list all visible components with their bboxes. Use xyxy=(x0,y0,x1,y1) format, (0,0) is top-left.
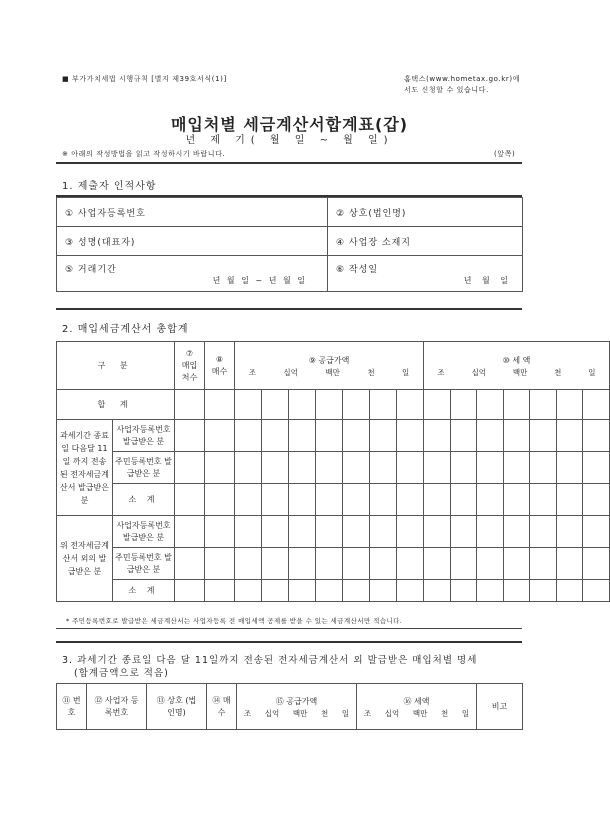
amount-input-cell[interactable] xyxy=(289,452,316,484)
amount-input-cell[interactable] xyxy=(175,516,205,548)
amount-input-cell[interactable] xyxy=(316,516,343,548)
amount-input-cell[interactable] xyxy=(450,484,477,516)
amount-input-cell[interactable] xyxy=(343,390,370,420)
amount-input-cell[interactable] xyxy=(424,484,451,516)
subtotal-label: 소 계 xyxy=(113,580,175,602)
amount-input-cell[interactable] xyxy=(235,390,262,420)
amount-input-cell[interactable] xyxy=(205,516,235,548)
section3-heading: 3. 과세기간 종료일 다음 달 11일까지 전송된 전자세금계산서 외 발급받은 매입처별 명세 xyxy=(62,655,478,666)
amount-input-cell[interactable] xyxy=(556,516,583,548)
amount-input-cell[interactable] xyxy=(343,548,370,580)
address-field[interactable]: ④ 사업장 소재지 xyxy=(328,227,523,256)
supply-digit-labels: 조 십억 백만 천 일 xyxy=(248,367,410,377)
amount-input-cell[interactable] xyxy=(477,580,504,602)
amount-input-cell[interactable] xyxy=(477,548,504,580)
submitter-info-table xyxy=(56,197,523,292)
amount-input-cell[interactable] xyxy=(450,420,477,452)
amount-input-cell[interactable] xyxy=(343,452,370,484)
amount-input-cell[interactable] xyxy=(503,548,530,580)
col-company-header: ⑬ 상호 (법인명) xyxy=(147,684,207,730)
amount-input-cell[interactable] xyxy=(289,580,316,602)
amount-input-cell[interactable] xyxy=(235,580,262,602)
sheet-count-header: ⑧ 매수 xyxy=(205,342,235,390)
amount-input-cell[interactable] xyxy=(530,484,557,516)
col-number-header: ⑪ 번호 xyxy=(57,684,87,730)
amount-input-cell[interactable] xyxy=(370,484,397,516)
supply-digit-labels: 조 십억 백만 천 일 xyxy=(243,708,350,718)
amount-input-cell[interactable] xyxy=(530,390,557,420)
subtotal-label: 소 계 xyxy=(113,484,175,516)
amount-input-cell[interactable] xyxy=(583,580,610,602)
amount-input-cell[interactable] xyxy=(503,580,530,602)
amount-input-cell[interactable] xyxy=(235,548,262,580)
amount-input-cell[interactable] xyxy=(262,420,289,452)
amount-input-cell[interactable] xyxy=(205,452,235,484)
col-sheets-header: ⑭ 매수 xyxy=(207,684,237,730)
amount-input-cell[interactable] xyxy=(450,548,477,580)
section1-heading: 1. 제출자 인적사항 xyxy=(62,181,157,192)
business-number-field[interactable]: ① 사업자등록번호 xyxy=(57,198,328,227)
amount-input-cell[interactable] xyxy=(503,516,530,548)
amount-input-cell[interactable] xyxy=(503,420,530,452)
amount-input-cell[interactable] xyxy=(289,548,316,580)
amount-input-cell[interactable] xyxy=(262,452,289,484)
amount-input-cell[interactable] xyxy=(556,548,583,580)
amount-input-cell[interactable] xyxy=(583,484,610,516)
amount-input-cell[interactable] xyxy=(556,420,583,452)
amount-input-cell[interactable] xyxy=(503,390,530,420)
amount-input-cell[interactable] xyxy=(175,484,205,516)
amount-input-cell[interactable] xyxy=(397,484,424,516)
amount-input-cell[interactable] xyxy=(175,580,205,602)
amount-input-cell[interactable] xyxy=(424,516,451,548)
amount-input-cell[interactable] xyxy=(583,516,610,548)
table-row xyxy=(57,420,610,452)
amount-input-cell[interactable] xyxy=(205,420,235,452)
amount-input-cell[interactable] xyxy=(289,390,316,420)
amount-input-cell[interactable] xyxy=(343,580,370,602)
purchase-summary-table xyxy=(56,341,610,602)
amount-input-cell[interactable] xyxy=(450,580,477,602)
sub-biz-label: 사업자등록번호 발급받은 분 xyxy=(113,516,175,548)
amount-input-cell[interactable] xyxy=(450,516,477,548)
tax-digit-labels: 조 십억 백만 천 일 xyxy=(363,708,470,718)
amount-input-cell[interactable] xyxy=(477,390,504,420)
amount-input-cell[interactable] xyxy=(205,580,235,602)
amount-input-cell[interactable] xyxy=(289,484,316,516)
amount-input-cell[interactable] xyxy=(530,420,557,452)
amount-input-cell[interactable] xyxy=(503,452,530,484)
amount-input-cell[interactable] xyxy=(370,452,397,484)
sub-biz-label: 사업자등록번호 발급받은 분 xyxy=(113,420,175,452)
amount-input-cell[interactable] xyxy=(316,420,343,452)
amount-input-cell[interactable] xyxy=(262,516,289,548)
amount-input-cell[interactable] xyxy=(262,390,289,420)
amount-input-cell[interactable] xyxy=(556,452,583,484)
date-written-field[interactable]: ⑥ 작성일 년 월 일 xyxy=(328,256,523,292)
table-row xyxy=(57,516,610,548)
amount-input-cell[interactable] xyxy=(205,548,235,580)
page-title: 매입처별 세금계산서합계표(갑) xyxy=(170,115,409,134)
amount-input-cell[interactable] xyxy=(343,516,370,548)
section3-subheading: (합계금액으로 적음) xyxy=(74,668,169,679)
amount-input-cell[interactable] xyxy=(397,452,424,484)
amount-input-cell[interactable] xyxy=(370,548,397,580)
amount-input-cell[interactable] xyxy=(175,452,205,484)
amount-input-cell[interactable] xyxy=(235,420,262,452)
amount-input-cell[interactable] xyxy=(556,484,583,516)
col-supply-header: ⑮ 공급가액 조 십억 백만 천 일 xyxy=(237,684,357,730)
amount-input-cell[interactable] xyxy=(397,516,424,548)
amount-input-cell[interactable] xyxy=(343,484,370,516)
amount-input-cell[interactable] xyxy=(370,580,397,602)
table-row xyxy=(57,548,610,580)
col-business-no-header: ⑫ 사업자 등록번호 xyxy=(87,684,147,730)
amount-input-cell[interactable] xyxy=(370,420,397,452)
amount-input-cell[interactable] xyxy=(262,484,289,516)
hometax-note: 홈택스(www.hometax.go.kr)에서도 신청할 수 있습니다. xyxy=(404,75,521,94)
amount-input-cell[interactable] xyxy=(530,516,557,548)
amount-input-cell[interactable] xyxy=(262,548,289,580)
supply-value-header: ⑨ 공급가액 조 십억 백만 천 일 xyxy=(235,342,424,390)
amount-input-cell[interactable] xyxy=(289,516,316,548)
amount-input-cell[interactable] xyxy=(556,390,583,420)
amount-input-cell[interactable] xyxy=(316,390,343,420)
tax-digit-labels: 조 십억 백만 천 일 xyxy=(437,367,596,377)
amount-input-cell[interactable] xyxy=(397,548,424,580)
tax-amount-header: ⑩ 세 액 조 십억 백만 천 일 xyxy=(424,342,610,390)
amount-input-cell[interactable] xyxy=(316,580,343,602)
trade-period-field[interactable]: ⑤ 거래기간 년 월 일 ~ 년 월 일 xyxy=(57,256,328,292)
total-row xyxy=(57,390,610,420)
instruction-note: ※ 아래의 작성방법을 읽고 작성하시기 바랍니다. xyxy=(62,150,226,158)
supplier-count-header: ⑦ 매입처수 xyxy=(175,342,205,390)
table-row xyxy=(57,452,610,484)
col-note-header: 비고 xyxy=(477,684,523,730)
sub-resident-label: 주민등록번호 발급받은 분 xyxy=(113,548,175,580)
amount-input-cell[interactable] xyxy=(530,452,557,484)
section2-footnote: * 주민등록번호로 발급받은 세금계산서는 사업자등록 전 매입세액 공제를 받을 수 있는 세금계산서만 적습니다. xyxy=(66,617,403,625)
form-reference: ■ 부가가치세법 시행규칙 [별지 제39호서식(1)] xyxy=(62,75,227,83)
amount-input-cell[interactable] xyxy=(477,452,504,484)
amount-input-cell[interactable] xyxy=(424,548,451,580)
amount-input-cell[interactable] xyxy=(205,390,235,420)
amount-input-cell[interactable] xyxy=(316,452,343,484)
amount-input-cell[interactable] xyxy=(235,516,262,548)
amount-input-cell[interactable] xyxy=(370,516,397,548)
amount-input-cell[interactable] xyxy=(175,390,205,420)
amount-input-cell[interactable] xyxy=(530,580,557,602)
period-line: 년 제 기( 월 일 ~ 월 일) xyxy=(185,135,394,146)
group-other-label: 위 전자세금계산서 외의 발급받은 분 xyxy=(57,516,113,602)
amount-input-cell[interactable] xyxy=(316,484,343,516)
amount-input-cell[interactable] xyxy=(450,390,477,420)
amount-input-cell[interactable] xyxy=(556,580,583,602)
amount-input-cell[interactable] xyxy=(530,548,557,580)
amount-input-cell[interactable] xyxy=(370,390,397,420)
amount-input-cell[interactable] xyxy=(175,420,205,452)
amount-input-cell[interactable] xyxy=(450,452,477,484)
amount-input-cell[interactable] xyxy=(235,452,262,484)
amount-input-cell[interactable] xyxy=(262,580,289,602)
section2-heading: 2. 매입세금계산서 총합계 xyxy=(62,324,189,335)
amount-input-cell[interactable] xyxy=(583,390,610,420)
sub-resident-label: 주민등록번호 발급받은 분 xyxy=(113,452,175,484)
amount-input-cell[interactable] xyxy=(289,420,316,452)
total-label: 합 계 xyxy=(57,390,175,420)
table-row xyxy=(57,484,610,516)
amount-input-cell[interactable] xyxy=(424,390,451,420)
supplier-detail-table xyxy=(56,683,523,730)
amount-input-cell[interactable] xyxy=(205,484,235,516)
amount-input-cell[interactable] xyxy=(397,420,424,452)
amount-input-cell[interactable] xyxy=(235,484,262,516)
amount-input-cell[interactable] xyxy=(175,548,205,580)
amount-input-cell[interactable] xyxy=(583,420,610,452)
group-electronic-label: 과세기간 종료일 다음달 11일 까지 전송된 전자세금계산서 발급받은 분 xyxy=(57,420,113,516)
amount-input-cell[interactable] xyxy=(583,548,610,580)
amount-input-cell[interactable] xyxy=(477,516,504,548)
amount-input-cell[interactable] xyxy=(503,484,530,516)
amount-input-cell[interactable] xyxy=(397,390,424,420)
amount-input-cell[interactable] xyxy=(424,420,451,452)
category-header: 구 분 xyxy=(57,342,175,390)
table-row xyxy=(57,580,610,602)
amount-input-cell[interactable] xyxy=(343,420,370,452)
representative-field[interactable]: ③ 성명(대표자) xyxy=(57,227,328,256)
amount-input-cell[interactable] xyxy=(424,452,451,484)
page-side-label: (앞쪽) xyxy=(494,150,516,158)
amount-input-cell[interactable] xyxy=(477,420,504,452)
amount-input-cell[interactable] xyxy=(583,452,610,484)
col-tax-header: ⑯ 세액 조 십억 백만 천 일 xyxy=(357,684,477,730)
amount-input-cell[interactable] xyxy=(316,548,343,580)
amount-input-cell[interactable] xyxy=(397,580,424,602)
amount-input-cell[interactable] xyxy=(477,484,504,516)
company-name-field[interactable]: ② 상호(법인명) xyxy=(328,198,523,227)
amount-input-cell[interactable] xyxy=(424,580,451,602)
